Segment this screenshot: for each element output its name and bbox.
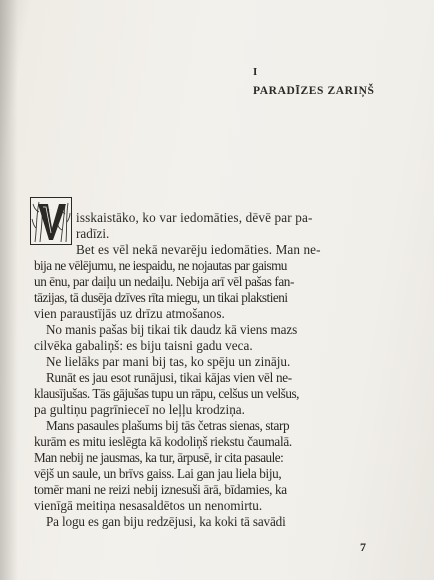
text-line-18: tomēr mani ne reizi nebij iznesuši ārā, bīdamies, ka: [34, 482, 287, 497]
text-line-13: pa gultiņu pagrīnieceī no leļļu krodziņa.: [34, 402, 245, 417]
text-line-8: No manis pašas bij tikai tik daudz kā viens mazs: [46, 322, 298, 337]
drop-cap-initial: [30, 197, 72, 245]
text-line-16: Man nebij ne jausmas, ka tur, ārpusē, ir cita pasaule:: [34, 450, 284, 465]
text-line-17: vējš un saule, un brīvs gaiss. Lai gan jau liela biju,: [34, 466, 282, 481]
text-line-14: Mans pasaules plašums bij tās četras sienas, starp: [46, 418, 290, 433]
decorated-letter-v-icon: [31, 198, 71, 244]
text-line-11: Runāt es jau esot runājusi, tikai kājas vien vēl ne-: [46, 370, 292, 385]
text-line-3: Bet es vēl nekā nevarēju iedomāties. Man ne-: [76, 242, 321, 257]
text-line-2: radīzi.: [76, 226, 110, 241]
text-line-10: Ne lielāks par mani bij tas, ko spēju un zināju.: [46, 354, 291, 369]
text-line-6: tāzijas, tā dusēja dzīves rīta miegu, un tikai plakstieni: [34, 290, 288, 305]
text-line-15: kurām es mitu ieslēgta kā kodoliņš riekstu čaumalā.: [34, 434, 292, 449]
text-line-12: klausījušas. Tās gājušas tupu un rāpu, celšus un velšus,: [34, 386, 300, 401]
chapter-title: PARADĪZES ZARIŅŠ: [253, 85, 375, 97]
text-line-9: cilvēka gabaliņš: es biju taisni gadu veca.: [34, 338, 253, 353]
text-line-4: bija ne vēlējumu, ne iespaidu, ne nojautas par gaismu: [34, 258, 287, 273]
gutter-shadow: [0, 0, 18, 580]
text-line-5: un ēnu, par daiļu un nedaiļu. Nebija arī vēl pašas fan-: [34, 274, 294, 289]
chapter-number: I: [253, 66, 258, 78]
text-line-19: vienīgā meitiņa nesasaldētos un nenomirtu.: [34, 498, 263, 513]
text-line-1: isskaistāko, ko var iedomāties, dēvē par pa-: [76, 210, 313, 225]
text-line-20: Pa logu es gan biju redzējusi, ka koki tā savādi: [46, 514, 286, 529]
text-line-7: vien paraustījās uz drīzu atmošanos.: [34, 306, 225, 321]
page-number: 7: [360, 540, 366, 554]
